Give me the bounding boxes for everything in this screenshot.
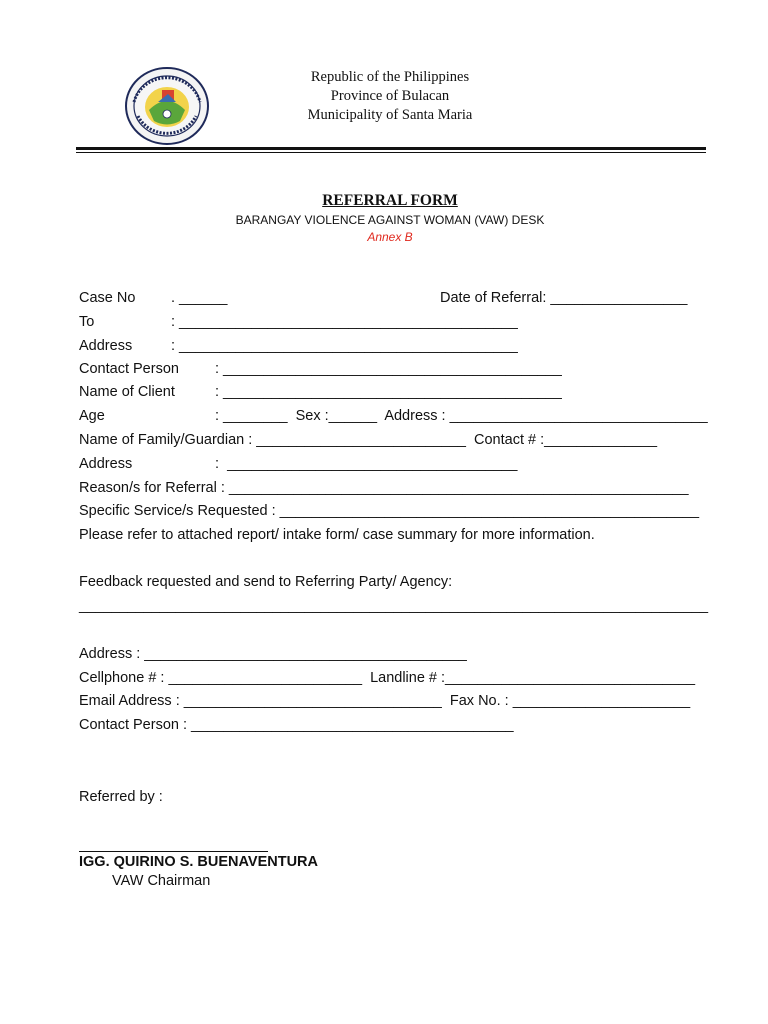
signature-line bbox=[79, 851, 268, 852]
reasons-for-referral-field: Reason/s for Referral : _________________________________________________________ bbox=[79, 480, 689, 496]
cellphone-landline-field: Cellphone # : ________________________ Landline # :_______________________________ bbox=[79, 670, 696, 686]
signatory-role: VAW Chairman bbox=[112, 873, 211, 889]
referred-by-label: Referred by : bbox=[79, 789, 163, 805]
case-no-label: Case No bbox=[79, 290, 136, 306]
header-divider-thick bbox=[76, 147, 706, 150]
header-country: Republic of the Philippines bbox=[310, 69, 470, 85]
contact-person-field: : __________________________________________ bbox=[215, 361, 562, 377]
government-header bbox=[0, 68, 768, 125]
to-field: : __________________________________________ bbox=[171, 314, 518, 330]
contact-person-label: Contact Person bbox=[79, 361, 179, 377]
specific-services-field: Specific Service/s Requested : ____________________________________________________ bbox=[79, 503, 700, 519]
guardian-address-label: Address bbox=[79, 456, 133, 472]
header-province: Province of Bulacan bbox=[330, 88, 450, 104]
form-subtitle: BARANGAY VIOLENCE AGAINST WOMAN (VAW) DESK bbox=[235, 213, 545, 227]
annex-label: Annex B bbox=[367, 230, 413, 244]
header-municipality: Municipality of Santa Maria bbox=[307, 107, 473, 123]
agency-address-field: Address : ________________________________________ bbox=[79, 646, 467, 662]
guardian-address-field: : ____________________________________ bbox=[215, 456, 518, 472]
case-no-field: . ______ bbox=[171, 290, 228, 306]
name-of-client-label: Name of Client bbox=[79, 384, 175, 400]
signatory-name: IGG. QUIRINO S. BUENAVENTURA bbox=[79, 854, 318, 870]
agency-contact-person-field: Contact Person : ________________________________________ bbox=[79, 717, 514, 733]
please-refer-note: Please refer to attached report/ intake form/ case summary for more information. bbox=[79, 527, 595, 543]
email-fax-field: Email Address : ________________________________ Fax No. : ______________________ bbox=[79, 693, 691, 709]
header-divider-thin bbox=[76, 152, 706, 153]
age-sex-address-field: : ________ Sex :______ Address : ________________________________ bbox=[215, 408, 708, 424]
age-label: Age bbox=[79, 408, 105, 424]
address-label: Address bbox=[79, 338, 133, 354]
feedback-request-label: Feedback requested and send to Referring Party/ Agency: bbox=[79, 574, 453, 590]
feedback-line: ______________________________________________________________________________ bbox=[79, 598, 709, 614]
address-field: : __________________________________________ bbox=[171, 338, 518, 354]
family-guardian-field: Name of Family/Guardian : __________________________ Contact # :______________ bbox=[79, 432, 658, 448]
to-label: To bbox=[79, 314, 95, 330]
name-of-client-field: : __________________________________________ bbox=[215, 384, 562, 400]
date-of-referral-field: Date of Referral: _________________ bbox=[440, 290, 688, 306]
form-title: REFERRAL FORM bbox=[322, 192, 458, 209]
